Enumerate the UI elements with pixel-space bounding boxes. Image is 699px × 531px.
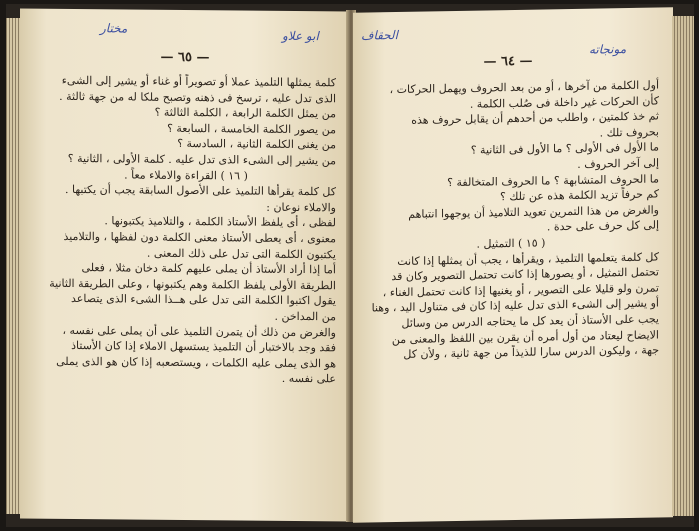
text-line: على نفسه . xyxy=(281,372,336,386)
text-line: ما الأول فى الأولى ؟ ما الأول فى الثانية ؟ xyxy=(470,140,659,158)
text-line: من يصور الكلمة الخامسة ، السابعة ؟ xyxy=(167,121,336,137)
left-page xyxy=(20,9,350,522)
left-page-body xyxy=(36,73,336,387)
text-line: من المداخن . xyxy=(274,309,336,324)
text-line: والغرض من ذلك أن يتمرن التلميذ على أن يملى على نفسه ، xyxy=(62,323,336,339)
text-line: معنوى ، أى يعطى الأستاذ معنى الكلمة دون لفظها ، والتلاميذ xyxy=(63,229,336,246)
text-line: الذى تدل عليه ، ترسخ فى ذهنه وتصبح ملكا له من جهة ثالثة . xyxy=(59,89,336,105)
text-line: من يمثل الكلمة الرابعة ، الكلمة الثالثة ؟ xyxy=(154,105,336,121)
text-line: جهة ، وليكون الدرس سارا للذيذاً من جهة ثانية ، ولأن كل xyxy=(403,343,659,362)
text-line: كلمة يمثلها التلميذ عملا أو تصويراً أو غناء أو يشير إلى الشىء xyxy=(61,73,336,90)
section-heading: ( ١٦ ) القراءة والاملاء معاً . xyxy=(124,168,248,183)
right-page-body xyxy=(363,77,659,363)
text-line: الايضاح ليعتاد من أول أمره أن يقرن بين اللفظ والمعنى من xyxy=(391,327,659,346)
right-page-number: — ٦٤ — xyxy=(483,53,533,70)
text-line: ثم خذ كلمتين ، واطلب من أحدهم أن يقابل حروف هذه xyxy=(411,109,659,127)
right-handwriting-1: الحقاف xyxy=(361,28,398,43)
text-line: كل كلمة يتعلمها التلميذ ، ويقرأها ، يجب أن يمثلها إذا كانت xyxy=(397,249,659,268)
right-page-edges xyxy=(672,16,694,516)
left-handwriting-2: ابو علاو xyxy=(282,28,319,44)
text-line: تمرن ولو قليلا على التصوير ، أو يغنيها إذا كانت تحتمل الغناء ، xyxy=(382,281,659,299)
text-line: أما إذا أراد الأستاذ أن يملى عليهم كلمة دخان مثلا ، فعلى xyxy=(81,261,336,277)
text-line: يكتبون الكلمة التى تدل على ذلك المعنى . xyxy=(146,246,336,261)
text-line: بحروف تلك . xyxy=(599,125,659,140)
left-page-number: — ٦٥ — xyxy=(160,49,210,66)
left-page-edges xyxy=(6,18,20,514)
text-line: أو يشير إلى الشىء الذى تدل عليه إذا كان فى متناول اليد ، وهنا xyxy=(371,296,659,315)
text-line: كل كلمة يقرأها التلميذ على الأصول السابقة يجب أن يكتبها . xyxy=(65,183,336,199)
text-line: إلى آخر الحروف . xyxy=(577,156,659,171)
right-page xyxy=(353,7,673,523)
text-line: والاملاء نوعان : xyxy=(266,200,336,215)
text-line: إلى كل حرف على حدة . xyxy=(546,218,659,234)
text-line: والغرض من هذا التمرين تعويد التلاميذ أن يوجهوا انتباهم xyxy=(408,203,659,221)
text-line: من يشير إلى الشىء الذى تدل عليه . كلمة الأولى ، الثانية ؟ xyxy=(67,151,336,168)
text-line: فقد وجد بالاختبار أن التلميذ يستسهل الاملاء إذا كان الأستاذ xyxy=(71,339,336,355)
text-line: من يغنى الكلمة الثانية ، السادسة ؟ xyxy=(177,137,336,152)
text-line: تحتمل التمثيل ، أو يصورها إذا كانت تحتمل التصوير وكان قد xyxy=(391,265,659,284)
open-book xyxy=(6,4,694,527)
text-line: ما الحروف المتشابهة ؟ ما الحروف المتخالفة ؟ xyxy=(447,172,659,189)
text-line: يقول اكتبوا الكلمة التى تدل على هــذا الشىء الذى يتصاعد xyxy=(71,292,336,308)
right-handwriting-2: مونجاته xyxy=(589,42,627,57)
left-handwriting-1: مختار xyxy=(100,21,128,36)
text-line: كأن الحركات غير داخلة فى صُلب الكلمة . xyxy=(469,94,659,111)
text-line: هو الذى يملى عليه الكلمات ، ويستصعبه إذا كان هو الذى يملى xyxy=(56,354,336,371)
text-line: كم حرفاً تزيد الكلمة هذه عن تلك ؟ xyxy=(500,187,659,204)
text-line: يجب على الأستاذ أن يعد كل ما يحتاجه الدرس من وسائل xyxy=(401,312,659,330)
text-line: الطريقة الأولى يلفظ الكلمة وهم يكتبونها ، وعلى الطريقة الثانية xyxy=(49,276,336,293)
text-line: أول الكلمة من آخرها ، أو من بعد الحروف ويهمل الحركات ، xyxy=(389,78,659,97)
section-heading: ( ١٥ ) التمثيل . xyxy=(476,236,546,251)
text-line: لفظى ، أى يلفظ الأستاذ الكلمة ، والتلاميذ يكتبونها . xyxy=(104,214,336,230)
